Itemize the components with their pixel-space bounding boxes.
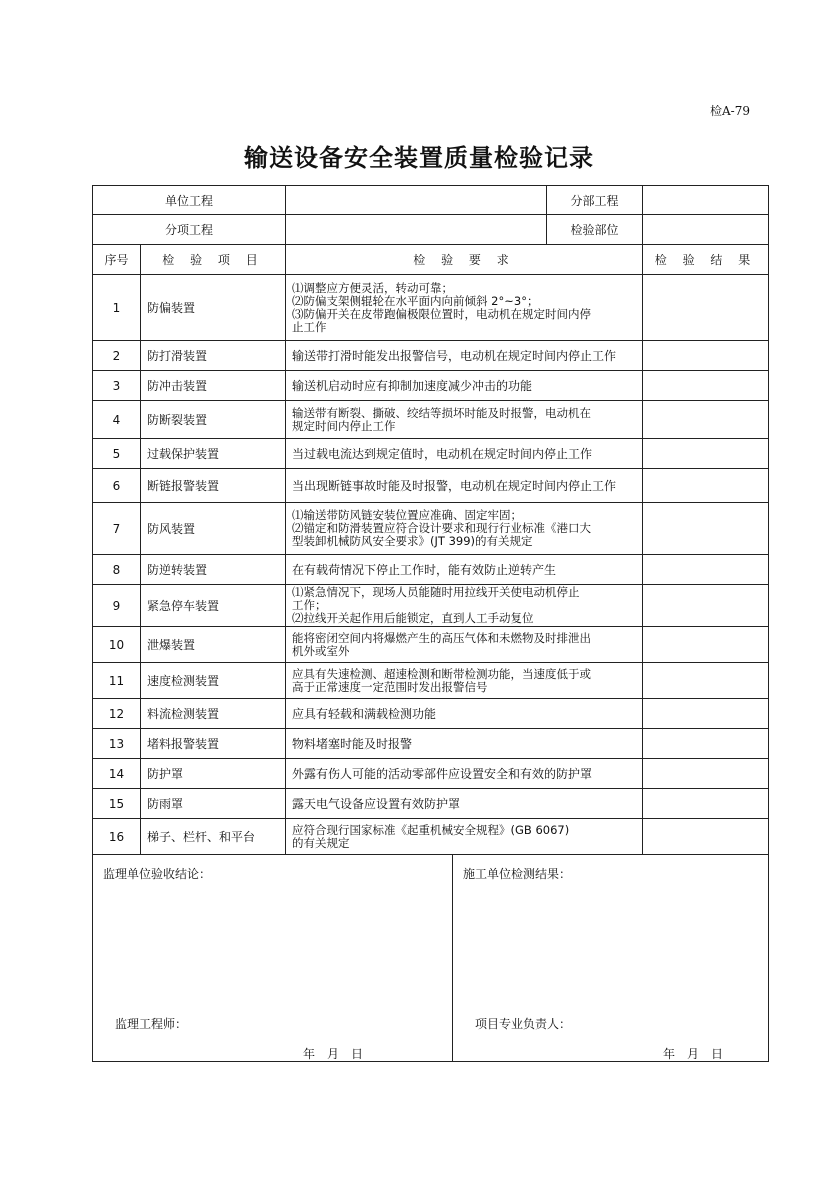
row-item: 过载保护装置	[141, 439, 286, 469]
table-row	[93, 789, 769, 819]
row-result[interactable]	[643, 503, 769, 555]
row-requirement	[286, 627, 643, 663]
row-number: 15	[93, 789, 141, 819]
requirement-line: 高于正常速度一定范围时发出报警信号	[292, 679, 488, 694]
requirement-line: ⑵锚定和防滑装置应符合设计要求和现行行业标准《港口大	[292, 521, 592, 535]
right-date	[663, 1045, 735, 1062]
row-result[interactable]	[643, 789, 769, 819]
date-day: 日	[711, 1047, 726, 1061]
row-result[interactable]	[643, 699, 769, 729]
right-conclusion-label: 施工单位检测结果：	[463, 867, 572, 881]
row-item: 防偏装置	[141, 275, 286, 341]
row-requirement	[286, 699, 643, 729]
table-row	[93, 663, 769, 699]
requirement-line: 规定时间内停止工作	[292, 418, 396, 433]
row-item: 防护罩	[141, 759, 286, 789]
left-signature-cell[interactable]	[93, 855, 453, 1062]
row-requirement	[286, 789, 643, 819]
row-item: 防雨罩	[141, 789, 286, 819]
row-result[interactable]	[643, 275, 769, 341]
row-number: 10	[93, 627, 141, 663]
header-row	[93, 245, 769, 275]
row-requirement	[286, 663, 643, 699]
date-year: 年	[303, 1047, 318, 1061]
item-project-value[interactable]	[286, 215, 547, 245]
row-result[interactable]	[643, 555, 769, 585]
requirement-line: 能将密闭空间内将爆燃产生的高压气体和未燃物及时排泄出	[292, 630, 592, 645]
table-row	[93, 585, 769, 627]
requirement-line: 的有关规定	[292, 835, 350, 850]
requirement-line: 型装卸机械防风安全要求》(JT 399)的有关规定	[292, 534, 533, 548]
row-requirement	[286, 371, 643, 401]
table-row	[93, 699, 769, 729]
table-row	[93, 371, 769, 401]
requirement-line: 输送带有断裂、撕破、绞结等损坏时能及时报警，电动机在	[292, 405, 592, 420]
row-requirement	[286, 439, 643, 469]
right-signer-label: 项目专业负责人：	[475, 1017, 572, 1031]
row-requirement	[286, 555, 643, 585]
row-number: 5	[93, 439, 141, 469]
left-date	[303, 1045, 375, 1062]
row-item: 防逆转装置	[141, 555, 286, 585]
row-requirement	[286, 585, 643, 627]
row-result[interactable]	[643, 819, 769, 855]
row-result[interactable]	[643, 663, 769, 699]
row-result[interactable]	[643, 585, 769, 627]
row-result[interactable]	[643, 371, 769, 401]
row-number: 11	[93, 663, 141, 699]
row-item: 防风装置	[141, 503, 286, 555]
form-code: 检A-79	[710, 104, 750, 118]
row-number: 6	[93, 469, 141, 503]
sub-project-value[interactable]	[643, 186, 769, 215]
row-requirement	[286, 469, 643, 503]
left-conclusion-label: 监理单位验收结论：	[103, 867, 212, 881]
requirement-line: 工作；	[292, 598, 327, 612]
requirement-line: 应符合现行国家标准《起重机械安全规程》(GB 6067)	[292, 822, 570, 837]
sub-project-label: 分部工程	[547, 186, 643, 215]
row-number: 1	[93, 275, 141, 341]
date-day: 日	[351, 1047, 366, 1061]
unit-project-label: 单位工程	[93, 186, 286, 215]
row-item: 泄爆装置	[141, 627, 286, 663]
row-item: 紧急停车装置	[141, 585, 286, 627]
inspection-table	[92, 185, 769, 1062]
header-result: 检 验 结 果	[643, 245, 769, 275]
requirement-line: 应具有轻载和满载检测功能	[292, 707, 437, 721]
requirement-line: ⑵防偏支架侧辊轮在水平面内向前倾斜 2°~3°；	[292, 293, 539, 308]
row-item: 断链报警装置	[141, 469, 286, 503]
requirement-line: 应具有失速检测、超速检测和断带检测功能，当速度低于或	[292, 666, 592, 681]
table-row	[93, 401, 769, 439]
table-row	[93, 819, 769, 855]
page-title: 输送设备安全装置质量检验记录	[244, 143, 594, 172]
row-result[interactable]	[643, 439, 769, 469]
row-item: 料流检测装置	[141, 699, 286, 729]
row-result[interactable]	[643, 759, 769, 789]
row-number: 2	[93, 341, 141, 371]
row-result[interactable]	[643, 627, 769, 663]
row-item: 防打滑装置	[141, 341, 286, 371]
row-number: 7	[93, 503, 141, 555]
info-row-2	[93, 215, 769, 245]
requirement-line: 在有载荷情况下停止工作时，能有效防止逆转产生	[292, 563, 557, 577]
row-result[interactable]	[643, 341, 769, 371]
row-requirement	[286, 341, 643, 371]
table-row	[93, 439, 769, 469]
signature-row	[93, 855, 769, 1062]
table-row	[93, 759, 769, 789]
row-requirement	[286, 275, 643, 341]
row-number: 14	[93, 759, 141, 789]
row-requirement	[286, 819, 643, 855]
row-requirement	[286, 729, 643, 759]
date-month: 月	[687, 1047, 702, 1061]
table-row	[93, 627, 769, 663]
requirement-line: ⑶防偏开关在皮带跑偏极限位置时，电动机在规定时间内停	[292, 306, 592, 321]
requirement-line: 外露有伤人可能的活动零部件应设置安全和有效的防护罩	[292, 767, 593, 781]
inspection-part-label: 检验部位	[547, 215, 643, 245]
info-row-1	[93, 186, 769, 215]
requirement-line: ⑵拉线开关起作用后能锁定，直到人工手动复位	[292, 611, 534, 625]
left-signer-label: 监理工程师：	[115, 1017, 188, 1031]
inspection-part-value[interactable]	[643, 215, 769, 245]
row-item: 堵料报警装置	[141, 729, 286, 759]
requirement-line: ⑴输送带防风链安装位置应准确、固定牢固；	[292, 508, 523, 522]
header-item: 检 验 项 目	[141, 245, 286, 275]
row-number: 4	[93, 401, 141, 439]
table-row	[93, 275, 769, 341]
requirement-line: 物料堵塞时能及时报警	[292, 737, 413, 751]
table-row	[93, 503, 769, 555]
row-number: 3	[93, 371, 141, 401]
requirement-line: 输送机启动时应有抑制加速度减少冲击的功能	[292, 379, 533, 393]
row-item: 防冲击装置	[141, 371, 286, 401]
header-no: 序号	[93, 245, 141, 275]
row-result[interactable]	[643, 469, 769, 503]
date-month: 月	[327, 1047, 342, 1061]
table-row	[93, 341, 769, 371]
unit-project-value[interactable]	[286, 186, 547, 215]
table-row	[93, 729, 769, 759]
row-result[interactable]	[643, 401, 769, 439]
row-number: 9	[93, 585, 141, 627]
requirement-line: 露天电气设备应设置有效防护罩	[292, 797, 461, 811]
row-number: 12	[93, 699, 141, 729]
row-requirement	[286, 503, 643, 555]
requirement-line: 当出现断链事故时能及时报警，电动机在规定时间内停止工作	[292, 479, 617, 493]
table-row	[93, 469, 769, 503]
date-year: 年	[663, 1047, 678, 1061]
requirement-line: 机外或室外	[292, 643, 350, 658]
row-result[interactable]	[643, 729, 769, 759]
item-project-label: 分项工程	[93, 215, 286, 245]
header-requirement: 检 验 要 求	[286, 245, 643, 275]
table-row	[93, 555, 769, 585]
row-item: 速度检测装置	[141, 663, 286, 699]
row-requirement	[286, 759, 643, 789]
row-number: 8	[93, 555, 141, 585]
requirement-line: 当过载电流达到规定值时，电动机在规定时间内停止工作	[292, 447, 593, 461]
row-number: 13	[93, 729, 141, 759]
row-item: 防断裂装置	[141, 401, 286, 439]
requirement-line: 止工作	[292, 319, 327, 334]
row-item: 梯子、栏杆、和平台	[141, 819, 286, 855]
right-signature-cell[interactable]	[453, 855, 769, 1062]
row-number: 16	[93, 819, 141, 855]
requirement-line: ⑴调整应方便灵活，转动可靠；	[292, 280, 454, 295]
requirement-line: 输送带打滑时能发出报警信号，电动机在规定时间内停止工作	[292, 349, 617, 363]
requirement-line: ⑴紧急情况下，现场人员能随时用拉线开关使电动机停止	[292, 585, 580, 599]
row-requirement	[286, 401, 643, 439]
